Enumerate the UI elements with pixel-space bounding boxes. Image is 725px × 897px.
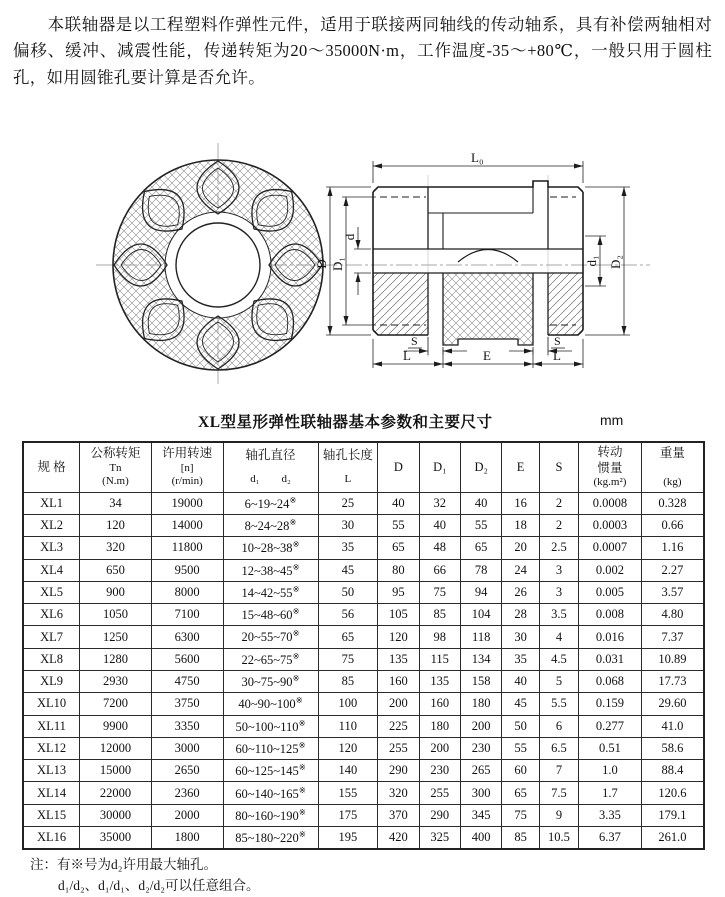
table-row	[23, 604, 704, 626]
cell-spec: XL1	[23, 492, 80, 514]
max-bore-mark: ※	[298, 717, 306, 728]
col-header-D1: D₁	[419, 442, 460, 492]
col-header-inertia: 转动 惯量 (kg.m²)	[579, 442, 642, 492]
cell-spec: XL5	[23, 581, 80, 603]
cell-torque: 120	[80, 514, 152, 536]
cell-D2: 118	[460, 626, 501, 648]
cell-S: 3	[539, 559, 578, 581]
table-row	[23, 537, 704, 559]
cell-E: 26	[502, 581, 539, 603]
note-line-2: d₁/d₂、d₁/d₁、d₂/d₂可以任意组合。	[58, 878, 260, 894]
cell-length: 110	[318, 715, 378, 737]
table-unit: mm	[600, 412, 624, 429]
cell-spec: XL14	[23, 782, 80, 804]
cell-D: 80	[378, 559, 419, 581]
dim-label-S-right: S	[554, 334, 561, 349]
cell-spec: XL13	[23, 760, 80, 782]
cell-D: 370	[378, 804, 419, 826]
cell-weight: 1.16	[641, 537, 704, 559]
cell-E: 75	[502, 804, 539, 826]
cell-weight: 2.27	[641, 559, 704, 581]
cell-D1: 135	[419, 670, 460, 692]
cell-weight: 3.57	[641, 581, 704, 603]
cell-S: 10.5	[539, 827, 578, 850]
table-row	[23, 693, 704, 715]
cell-D1: 290	[419, 804, 460, 826]
table-row	[23, 827, 704, 850]
cell-S: 5.5	[539, 693, 578, 715]
cell-D1: 75	[419, 581, 460, 603]
section-view	[373, 181, 583, 345]
cell-length: 140	[318, 760, 378, 782]
cell-D1: 48	[419, 537, 460, 559]
cell-length: 50	[318, 581, 378, 603]
cell-E: 16	[502, 492, 539, 514]
table-row	[23, 626, 704, 648]
cell-S: 6	[539, 715, 578, 737]
cell-D2: 78	[460, 559, 501, 581]
cell-D: 290	[378, 760, 419, 782]
cell-D2: 180	[460, 693, 501, 715]
col-header-S: S	[539, 442, 578, 492]
table-row	[23, 715, 704, 737]
cell-inertia: 6.37	[579, 827, 642, 850]
cell-length: 56	[318, 604, 378, 626]
max-bore-mark: ※	[292, 561, 300, 572]
cell-inertia: 0.002	[579, 559, 642, 581]
cell-S: 3.5	[539, 604, 578, 626]
cell-D1: 325	[419, 827, 460, 850]
cell-bore: 22~65~75※	[223, 648, 318, 670]
cell-inertia: 0.016	[579, 626, 642, 648]
cell-weight: 0.66	[641, 514, 704, 536]
cell-torque: 1280	[80, 648, 152, 670]
dim-label-L-right: L	[553, 348, 561, 364]
table-title-row	[0, 410, 725, 434]
cell-bore: 6~19~24※	[223, 492, 318, 514]
cell-S: 3	[539, 581, 578, 603]
cell-spec: XL4	[23, 559, 80, 581]
col-header-length: 轴孔长度 L	[318, 442, 378, 492]
cell-inertia: 0.008	[579, 604, 642, 626]
cell-D2: 345	[460, 804, 501, 826]
bore-circle	[176, 223, 260, 307]
cell-bore: 60~110~125※	[223, 737, 318, 759]
table-row	[23, 581, 704, 603]
cell-D2: 158	[460, 670, 501, 692]
cell-weight: 58.6	[641, 737, 704, 759]
cell-D: 225	[378, 715, 419, 737]
cell-E: 28	[502, 604, 539, 626]
dim-label-D1: D₁	[330, 257, 345, 272]
col-header-D: D	[378, 442, 419, 492]
cell-weight: 41.0	[641, 715, 704, 737]
max-bore-mark: ※	[292, 673, 300, 684]
cell-weight: 29.60	[641, 693, 704, 715]
cell-torque: 34	[80, 492, 152, 514]
col-header-weight: 重量 (kg)	[641, 442, 704, 492]
cell-D2: 200	[460, 715, 501, 737]
cell-speed: 2000	[151, 804, 223, 826]
cell-D: 320	[378, 782, 419, 804]
cell-D2: 65	[460, 537, 501, 559]
cell-S: 2	[539, 492, 578, 514]
cell-spec: XL15	[23, 804, 80, 826]
max-bore-mark: ※	[298, 739, 306, 750]
cell-D2: 40	[460, 492, 501, 514]
table-row	[23, 514, 704, 536]
cell-E: 60	[502, 760, 539, 782]
cell-speed: 7100	[151, 604, 223, 626]
cell-torque: 9900	[80, 715, 152, 737]
cell-E: 45	[502, 693, 539, 715]
cell-speed: 14000	[151, 514, 223, 536]
cell-torque: 15000	[80, 760, 152, 782]
cell-D1: 200	[419, 737, 460, 759]
cell-speed: 3000	[151, 737, 223, 759]
max-bore-mark: ※	[292, 539, 300, 550]
dim-label-L-left: L	[403, 348, 411, 364]
technical-drawing	[0, 131, 725, 394]
cell-E: 65	[502, 782, 539, 804]
cell-S: 5	[539, 670, 578, 692]
cell-speed: 19000	[151, 492, 223, 514]
cell-D1: 98	[419, 626, 460, 648]
cell-D1: 85	[419, 604, 460, 626]
max-bore-mark: ※	[292, 606, 300, 617]
cell-S: 2.5	[539, 537, 578, 559]
cell-spec: XL8	[23, 648, 80, 670]
front-view	[113, 160, 323, 370]
max-bore-mark: ※	[298, 762, 306, 773]
cell-E: 50	[502, 715, 539, 737]
cell-torque: 1050	[80, 604, 152, 626]
col-header-speed: 许用转速 [n] (r/min)	[151, 442, 223, 492]
cell-D1: 115	[419, 648, 460, 670]
note-line-1: 注：有※号为d₂许用最大轴孔。	[30, 857, 217, 873]
cell-torque: 22000	[80, 782, 152, 804]
col-header-D2: D₂	[460, 442, 501, 492]
cell-inertia: 3.35	[579, 804, 642, 826]
dim-label-D2: D₂	[608, 255, 623, 270]
cell-speed: 2360	[151, 782, 223, 804]
table-row	[23, 648, 704, 670]
cell-spec: XL7	[23, 626, 80, 648]
cell-inertia: 0.0008	[579, 492, 642, 514]
cell-spec: XL9	[23, 670, 80, 692]
cell-speed: 6300	[151, 626, 223, 648]
cell-S: 4	[539, 626, 578, 648]
cell-speed: 2650	[151, 760, 223, 782]
cell-length: 30	[318, 514, 378, 536]
cell-weight: 261.0	[641, 827, 704, 850]
cell-bore: 12~38~45※	[223, 559, 318, 581]
cell-E: 55	[502, 737, 539, 759]
cell-weight: 0.328	[641, 492, 704, 514]
cell-D: 160	[378, 670, 419, 692]
cell-spec: XL6	[23, 604, 80, 626]
cell-torque: 30000	[80, 804, 152, 826]
cell-D1: 32	[419, 492, 460, 514]
dim-label-L0: L₀	[471, 150, 484, 166]
cell-D: 105	[378, 604, 419, 626]
cell-bore: 85~180~220※	[223, 827, 318, 850]
cell-weight: 179.1	[641, 804, 704, 826]
cell-torque: 7200	[80, 693, 152, 715]
cell-weight: 120.6	[641, 782, 704, 804]
cell-inertia: 0.0003	[579, 514, 642, 536]
coupling-drawing-svg	[0, 131, 725, 389]
cell-D2: 94	[460, 581, 501, 603]
cell-D2: 230	[460, 737, 501, 759]
cell-length: 175	[318, 804, 378, 826]
cell-torque: 650	[80, 559, 152, 581]
cell-D: 95	[378, 581, 419, 603]
cell-speed: 11800	[151, 537, 223, 559]
cell-E: 35	[502, 648, 539, 670]
cell-bore: 50~100~110※	[223, 715, 318, 737]
cell-inertia: 0.277	[579, 715, 642, 737]
cell-D: 55	[378, 514, 419, 536]
col-header-E: E	[502, 442, 539, 492]
cell-E: 20	[502, 537, 539, 559]
spec-table	[22, 441, 705, 850]
table-row	[23, 782, 704, 804]
cell-inertia: 0.51	[579, 737, 642, 759]
cell-speed: 1800	[151, 827, 223, 850]
cell-torque: 35000	[80, 827, 152, 850]
col-header-torque: 公称转矩 Tn (N.m)	[80, 442, 152, 492]
cell-D1: 66	[419, 559, 460, 581]
cell-bore: 8~24~28※	[223, 514, 318, 536]
cell-length: 25	[318, 492, 378, 514]
cell-speed: 4750	[151, 670, 223, 692]
cell-S: 9	[539, 804, 578, 826]
cell-length: 155	[318, 782, 378, 804]
cell-weight: 7.37	[641, 626, 704, 648]
max-bore-mark: ※	[292, 583, 300, 594]
max-bore-mark: ※	[289, 516, 297, 527]
max-bore-mark: ※	[292, 650, 300, 661]
cell-spec: XL2	[23, 514, 80, 536]
cell-length: 85	[318, 670, 378, 692]
intro-paragraph: 本联轴器是以工程塑料作弹性元件，适用于联接两同轴线的传动轴系，具有补偿两轴相对偏移、缓冲、减震性能，传递转矩为20～35000N·m，工作温度-35～+80℃，一般只用于圆柱孔，如用圆锥孔要计算是否允许。	[13, 15, 712, 87]
cell-D1: 40	[419, 514, 460, 536]
table-row	[23, 737, 704, 759]
dim-label-D: D	[314, 259, 329, 269]
cell-length: 75	[318, 648, 378, 670]
cell-D: 200	[378, 693, 419, 715]
cell-spec: XL11	[23, 715, 80, 737]
cell-D: 135	[378, 648, 419, 670]
table-row	[23, 760, 704, 782]
cell-bore: 30~75~90※	[223, 670, 318, 692]
cell-bore: 15~48~60※	[223, 604, 318, 626]
table-row	[23, 804, 704, 826]
cell-weight: 4.80	[641, 604, 704, 626]
cell-weight: 88.4	[641, 760, 704, 782]
cell-E: 40	[502, 670, 539, 692]
table-row	[23, 559, 704, 581]
max-bore-mark: ※	[298, 806, 306, 817]
cell-inertia: 0.005	[579, 581, 642, 603]
cell-inertia: 1.7	[579, 782, 642, 804]
cell-torque: 320	[80, 537, 152, 559]
cell-S: 7.5	[539, 782, 578, 804]
cell-torque: 1250	[80, 626, 152, 648]
max-bore-mark: ※	[298, 784, 306, 795]
cell-E: 85	[502, 827, 539, 850]
cell-weight: 17.73	[641, 670, 704, 692]
cell-spec: XL16	[23, 827, 80, 850]
cell-D2: 104	[460, 604, 501, 626]
cell-D: 420	[378, 827, 419, 850]
cell-E: 18	[502, 514, 539, 536]
cell-length: 45	[318, 559, 378, 581]
cell-torque: 12000	[80, 737, 152, 759]
cell-bore: 60~125~145※	[223, 760, 318, 782]
cell-weight: 10.89	[641, 648, 704, 670]
notes	[30, 855, 725, 897]
cell-bore: 20~55~70※	[223, 626, 318, 648]
cell-E: 24	[502, 559, 539, 581]
cell-inertia: 0.0007	[579, 537, 642, 559]
dim-label-S-left: S	[411, 334, 418, 349]
cell-D2: 55	[460, 514, 501, 536]
cell-D2: 400	[460, 827, 501, 850]
cell-D: 65	[378, 537, 419, 559]
dim-label-d1: d₁	[584, 255, 599, 267]
cell-inertia: 1.0	[579, 760, 642, 782]
cell-bore: 60~140~165※	[223, 782, 318, 804]
cell-D2: 265	[460, 760, 501, 782]
max-bore-mark: ※	[298, 829, 306, 840]
max-bore-mark: ※	[295, 695, 303, 706]
cell-E: 30	[502, 626, 539, 648]
table-body	[23, 492, 704, 849]
dim-label-d: d	[342, 233, 357, 241]
cell-S: 6.5	[539, 737, 578, 759]
cell-bore: 80~160~190※	[223, 804, 318, 826]
cell-speed: 3750	[151, 693, 223, 715]
cell-length: 120	[318, 737, 378, 759]
cell-speed: 9500	[151, 559, 223, 581]
cell-D2: 300	[460, 782, 501, 804]
cell-D1: 160	[419, 693, 460, 715]
cell-length: 35	[318, 537, 378, 559]
table-row	[23, 492, 704, 514]
cell-speed: 8000	[151, 581, 223, 603]
col-header-spec: 规 格	[23, 442, 80, 492]
max-bore-mark: ※	[292, 628, 300, 639]
cell-length: 65	[318, 626, 378, 648]
cell-bore: 40~90~100※	[223, 693, 318, 715]
cell-speed: 3350	[151, 715, 223, 737]
cell-D1: 230	[419, 760, 460, 782]
header-row	[23, 442, 704, 492]
cell-D: 120	[378, 626, 419, 648]
cell-inertia: 0.068	[579, 670, 642, 692]
table-title: XL型星形弹性联轴器基本参数和主要尺寸	[198, 414, 493, 432]
cell-length: 195	[318, 827, 378, 850]
cell-spec: XL10	[23, 693, 80, 715]
cell-torque: 2930	[80, 670, 152, 692]
col-header-bore: 轴孔直径 d₁ d₂	[223, 442, 318, 492]
cell-D1: 180	[419, 715, 460, 737]
cell-S: 7	[539, 760, 578, 782]
max-bore-mark: ※	[289, 494, 297, 505]
dim-label-E: E	[483, 348, 491, 364]
table-row	[23, 670, 704, 692]
cell-D2: 134	[460, 648, 501, 670]
cell-bore: 14~42~55※	[223, 581, 318, 603]
cell-spec: XL3	[23, 537, 80, 559]
cell-D: 255	[378, 737, 419, 759]
cell-torque: 900	[80, 581, 152, 603]
cell-speed: 5600	[151, 648, 223, 670]
cell-D1: 255	[419, 782, 460, 804]
cell-spec: XL12	[23, 737, 80, 759]
cell-inertia: 0.159	[579, 693, 642, 715]
cell-D: 40	[378, 492, 419, 514]
cell-inertia: 0.031	[579, 648, 642, 670]
cell-bore: 10~28~38※	[223, 537, 318, 559]
cell-S: 4.5	[539, 648, 578, 670]
cell-S: 2	[539, 514, 578, 536]
cell-length: 100	[318, 693, 378, 715]
